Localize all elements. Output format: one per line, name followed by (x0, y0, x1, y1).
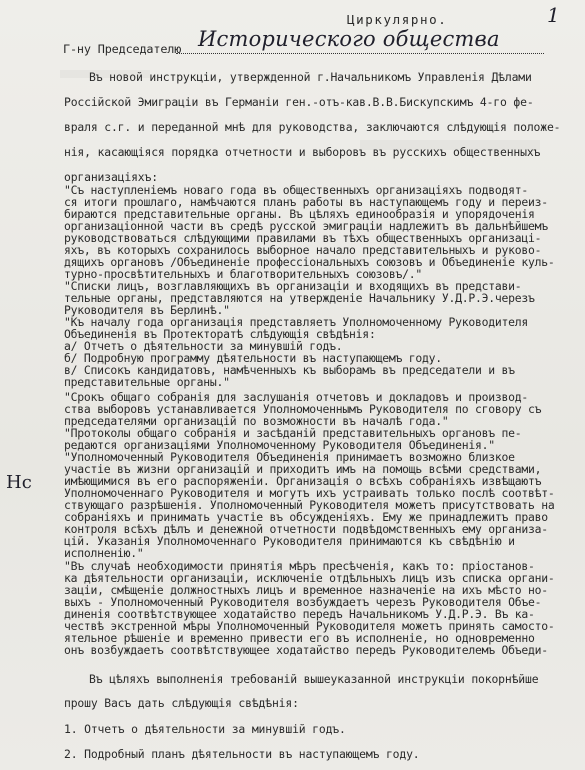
margin-note: Нс (6, 472, 32, 493)
text-line: "Въ случаѣ необходимости принятія мѣръ пресѣченія, какъ то: пріостанов- (64, 559, 535, 573)
text-line: "Уполномоченный Руководителя Объединенія принимаетъ возможно близкое (64, 450, 515, 464)
text-line: Руководителя въ Берлинѣ." (64, 303, 230, 317)
text-line: нія, касающіяся порядка отчетности и выборовъ въ русскихъ общественныхъ (64, 145, 541, 159)
text-line: тельные органы, представляются на утвержденіе Начальнику У.Д.Р.Э.черезъ (64, 291, 535, 305)
text-line: Уполномоченнаго Руководителя и могутъ ихъ устраивать только послѣ соотвѣт- (64, 486, 555, 500)
text-line: чествѣ экстренной мѣры Уполномоченный Руководителя можетъ принять самосто- (64, 619, 555, 633)
text-line: прошу Васъ дать слѣдующія свѣдѣнія: (64, 696, 299, 710)
text-line: ствующаго разрѣшенія. Уполномоченный Руководителя можетъ присутствовать на (64, 498, 555, 512)
text-line: заціи, смѣщеніе должностныхъ лицъ и временное назначеніе на ихъ мѣсто но- (64, 583, 548, 597)
text-line: дящихъ органовъ /Объединеніе профессіональныхъ союзовъ и Объединеніе куль- (64, 255, 555, 269)
text-line: ятельное рѣшеніе и временно привести его въ исполненіе, но одновременно (64, 631, 535, 645)
text-line: Объединенія въ Протекторатѣ слѣдующія свѣдѣнія: (64, 327, 376, 341)
addressee-handwritten: Исторического общества (198, 27, 500, 51)
text-line: организаціонной части въ средѣ русской эмиграціи надлежитъ въ дальнѣйшемъ (64, 219, 548, 233)
text-line: Въ цѣляхъ выполненія требованій вышеуказанной инструкціи покорнѣйше (89, 672, 539, 686)
text-line: контроля всѣхъ дѣлъ и денежной отчетности подвѣдомственныхъ ему организа- (64, 522, 548, 536)
text-line: руководствоваться слѣдующими правилами въ тѣхъ общественныхъ организаці- (64, 231, 542, 245)
text-line: "Срокъ общаго собранія для заслушанія отчетовъ и докладовъ и производ- (64, 390, 529, 404)
page-number: 1 (547, 3, 560, 27)
text-line: редаются организаціями Уполномоченному Руководителя Объединенія." (64, 438, 495, 452)
text-line: турно-просвѣтительныхъ и благотворительныхъ союзовъ/." (64, 267, 422, 281)
text-line: участіе въ жизни организацій и приходитъ имъ на помощь всѣми средствами, (64, 462, 542, 476)
text-line: организаціяхъ: (64, 170, 158, 184)
text-line: онъ возбуждаетъ соотвѣтствующее ходатайство передъ Руководителемъ Объеди- (64, 643, 548, 657)
list-item: б/ Подробную программу дѣятельности въ наступающемъ году. (64, 351, 442, 365)
addressee-dotted-line (176, 53, 544, 54)
text-line: Въ новой инструкціи, утвержденной г.Начальникомъ Управленія Дѣлами (89, 70, 532, 84)
addressee-label: Г-ну Председателю (63, 42, 182, 56)
text-line: ся итоги прошлаго, намѣчаются планъ работы въ наступающемъ году и переиз- (64, 195, 548, 209)
text-line: председателями организацій по возможности въ началѣ года." (64, 414, 449, 428)
list-item: 1. Отчетъ о дѣятельности за минувшій годъ. (64, 722, 346, 736)
text-line: бираются представительные органы. Въ цѣляхъ единообразія и упорядоченія (64, 207, 535, 221)
list-item: 2. Подробный планъ дѣятельности въ наступающемъ году. (64, 747, 420, 761)
text-line: собраніяхъ и принимать участіе въ обсужденіяхъ. Ему же принадлежитъ право (64, 510, 548, 524)
text-line: враля с.г. и переданной мнѣ для руководства, заключаются слѣдующія положе- (64, 120, 561, 134)
text-line: яхъ, въ которыхъ сохранилось выборное начало представительныхъ и руково- (64, 243, 542, 257)
text-line: выхъ - Уполномоченный Руководителя возбуждаетъ черезъ Руководителя Объе- (64, 595, 542, 609)
text-line: диненія соотвѣтствующее ходатайство передъ Начальникомъ У.Д.Р.Э. Въ ка- (64, 607, 535, 621)
text-line: ства выборовъ устанавливается Уполномоченнымъ Руководителя по сговору съ (64, 402, 542, 416)
text-line: цій. Указанія Уполномоченнаго Руководителя принимаются къ свѣдѣнію и (64, 534, 515, 548)
text-line: имѣющимися въ его распоряженіи. Организація о всѣхъ собраніяхъ извѣщаютъ (64, 474, 542, 488)
text-line: Россійской Эмиграціи въ Германіи ген.-отъ-кав.В.В.Бискупскимъ 4-го фе- (64, 95, 534, 109)
text-line: исполненію." (64, 546, 144, 560)
text-line: "Списки лицъ, возглавляющихъ въ организаціи и входящихъ въ представи- (64, 279, 522, 293)
text-line: ка дѣятельности организаціи, исключеніе отдѣльныхъ лицъ изъ списка органи- (64, 571, 555, 585)
text-line: "Къ началу года организація представляетъ Уполномоченному Руководителя (64, 315, 529, 329)
list-item: а/ Отчетъ о дѣятельности за минувшій годъ. (64, 339, 343, 353)
text-line: "Съ наступленіемъ новаго года въ общественныхъ организаціяхъ подводят- (64, 183, 529, 197)
text-line: "Протоколы общаго собранія и засѣданій представительныхъ органовъ пе- (64, 426, 522, 440)
circular-label: Циркулярно. (347, 12, 448, 27)
list-item: представительные органы." (64, 375, 230, 389)
list-item: в/ Списокъ кандидатовъ, намѣченныхъ къ выборамъ въ председатели и въ (64, 363, 515, 377)
